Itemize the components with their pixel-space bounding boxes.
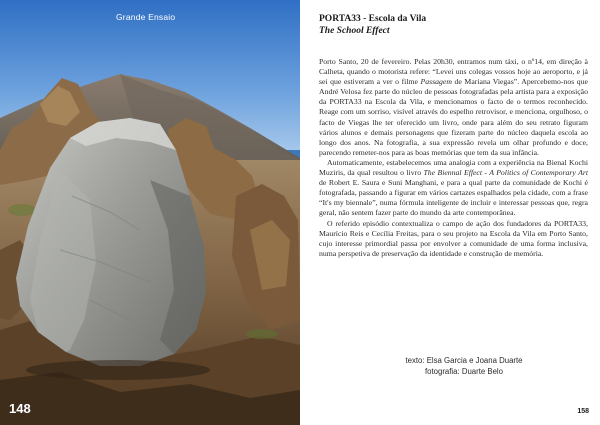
book-title: The Biennal Effect - A Politics of Contemporary Art (423, 168, 589, 178)
paragraph-text: Porto Santo, 20 de fevereiro. Pelas 20h30, entramos num táxi, o nº14, em direção à Calheta, quando o motorista refere: “Levei uns colegas vossos hoje ao aeroporto, e já sei que estiveram a ver o filme (319, 57, 588, 87)
paragraph-text: Automaticamente, estabelecemos uma analogia com a experiência na Bienal Kochi Muziris, da qual resultou o livro (319, 157, 588, 178)
right-page (300, 0, 600, 425)
article-header (319, 13, 588, 37)
paragraph-text: O referido episódio contextualiza o campo de ação dos fundadores da PORTA33, Maurício Reis e Cecília Freitas, para o seu projeto na Escola da Vila em Porto Santo, cujo interesse primordial passa por envolver a comunidade de uma forma inclusiva, numa perspetiva de preservação da identidade e construção de memória. (319, 218, 588, 258)
page-number-right: 158 (577, 408, 589, 415)
text-credit: texto: Elsa Garcia e Joana Duarte (405, 356, 523, 365)
article-subtitle: The School Effect (319, 26, 390, 36)
page-number-left: 148 (9, 401, 31, 416)
photo-credit: fotografia: Duarte Belo (424, 367, 503, 376)
film-title: Passagem (420, 77, 452, 87)
article-title: PORTA33 - Escola da Vila (319, 14, 427, 24)
paragraph (319, 219, 588, 259)
article-credits (300, 355, 600, 377)
article-body (319, 57, 588, 259)
paragraph (319, 158, 588, 219)
paragraph-text: de Robert E. Saura e Suni Manghani, e para a qual parte da comunidade de Kochi é fotografada, passando a figurar em vários cartazes espalhados pela cidade, com a frase “It's my biennale”, numa fórmula inteligente de incluir e interessar pessoas que, regra geral, não sentem fazer parte do mundo da arte contemporânea. (319, 178, 588, 218)
paragraph-text: de Mariana Viegas”. Apercebemo-nos que André Velosa fez parte do núcleo de pessoas fotografadas pela artista para a exposição da PORTA33 na Escola da Vila, e mencionamos o facto de o termos reconhecido. Reage com um sorriso, visível através do espelho retrovisor, e menciona, orgulhoso, o facto de Viegas lhe ter oferecido um livro, onde para além do seu retrato figuram vários alunos e demais personagens que fizeram parte do núcleo daquela escola ao longo dos anos. Na fotografia, a sua expressão revela um olhar profundo e doce, parecendo remeter-nos para as boas memórias que tem da sua infância. (319, 77, 588, 157)
paragraph (319, 57, 588, 158)
section-label: Grande Ensaio (116, 12, 176, 22)
